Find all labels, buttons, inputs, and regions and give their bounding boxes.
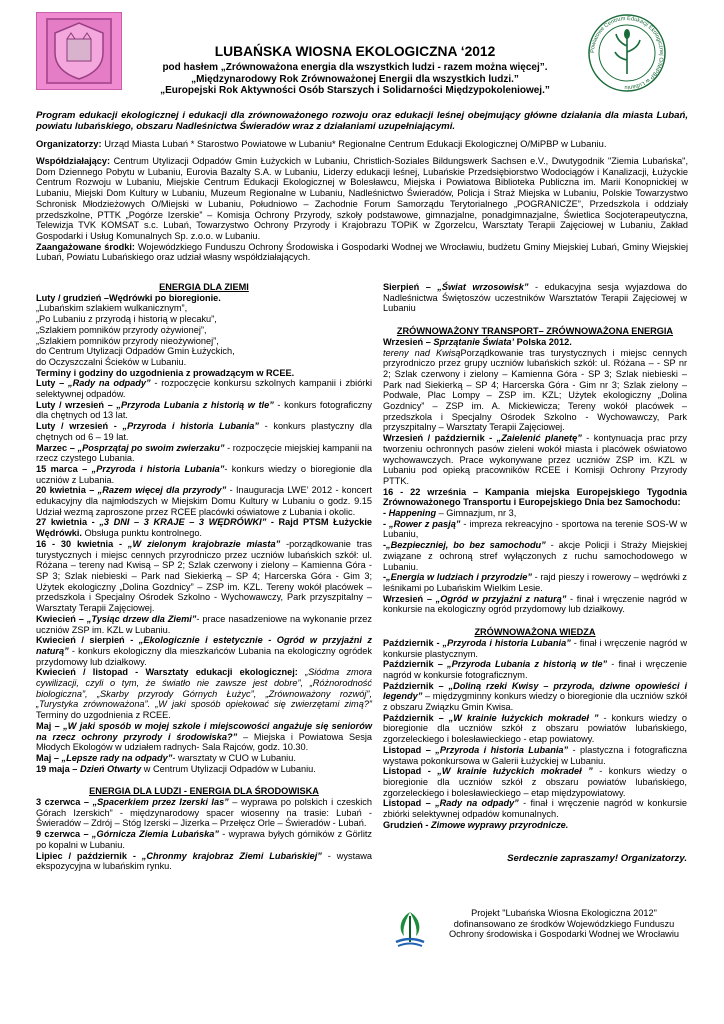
event-text: Sierpień – — [383, 282, 438, 292]
event-item — [36, 293, 372, 304]
event-text: „Szlakiem pomników przyrody ożywionej”, — [36, 324, 207, 335]
event-item — [383, 798, 687, 819]
event-text: w Centrum Utylizacji Odpadów w Lubaniu. — [141, 763, 316, 774]
event-text: „Tysiąc drzew dla Ziemi” — [86, 613, 197, 624]
event-text: 9 czerwca – — [36, 829, 92, 840]
event-text: - prace nasadzeniowe na wykonanie przez uczniów ZSP im. KZL w Lubaniu. — [36, 613, 372, 635]
event-list — [383, 638, 687, 831]
event-text: – wyprawa po polskich i czeskich Górach Izerskich” - międzynarodowy spacer wiosenny na trasie: Lubań - Świeradów – Zdrój – Stóg Izerski – Jizerka – Przełęcz Orle – Świeradów - Lubań. — [36, 797, 372, 829]
event-text: Terminy i godziny do uzgodnienia z prowadzącym w RCEE. — [36, 367, 295, 378]
event-text: Luty / wrzesień – — [36, 399, 117, 410]
event-text: „3 DNI – 3 KRAJE – 3 WĘDRÓWKI” — [99, 517, 267, 528]
event-text: Luty – — [36, 378, 69, 389]
event-item — [36, 325, 372, 336]
event-text: - Rajd PTSM Łużyckie Wędrówki. — [36, 517, 372, 539]
event-text: Listopad - — [383, 766, 438, 777]
event-text: -porządkowanie tras turystycznych i miejsc cennych przyrodniczo przez uczniów lubańskich szkół: ul. Różana – tereny nad Kwisą – SP 2; Szlak czerwony i zielony – Kamienna Góra - SP 3; Szlak niebieski – Park nad Siekierką – SP 4; Harcerska Góra - Gim 3; Użytek ekologiczny „Dolina Gozdnicy” – ZSP im. KZL. Tereny wokół placówek – przedszkola i Specjalny Ośrodek Szkolno - Wychowawczy, Park przyszpitalny – Warsztaty Terapii Zajęciowej. — [36, 538, 373, 614]
event-item — [36, 368, 372, 379]
event-item — [36, 614, 372, 635]
event-text: Terminy do uzgodnienia z RCEE. — [36, 710, 171, 721]
event-text: „Lepsze rady na odpady” — [61, 752, 173, 763]
event-text: - konkurs wiedzy o bioregionie dla uczniów szkół z obszaru powiatów lubańskiego, zgorzeleckiego i bolesławieckiego – etap międzypowiatowy. — [383, 766, 687, 798]
right-column — [383, 282, 687, 865]
event-text: „Lubańskim szlakiem wulkanicznym”, — [36, 303, 188, 314]
event-text: 16 - 22 września – Kampania miejska Europejskiego Tygodnia Zrównoważonego Transportu i Europejskiego Dnia bez Samochodu: — [383, 486, 687, 508]
event-list — [383, 282, 687, 314]
event-text: - plastyczna i fotograficzna wystawa pokonkursowa w Galerii Łużyckiej w Lubaniu. — [383, 744, 688, 766]
event-text: - rajd pieszy i rowerowy – wędrówki z leśnikami po Lubańskim Wielkim Lesie. — [383, 572, 687, 593]
subtitle-block — [120, 62, 590, 97]
funders-text: Wojewódzkiego Funduszu Ochrony Środowiska i Gospodarki Wodnej we Wrocławiu, budżetu Gminy Miejskiej Lubań, Gminy Wiejskiej Lubań, Powiatu Lubańskiego oraz udział własny współdziałających. — [36, 241, 688, 263]
event-list — [36, 293, 372, 775]
partners-label: Współdziałający: — [36, 156, 111, 166]
event-text: „Przyroda i historia Lubania” — [91, 463, 225, 474]
event-text: „Chronmy krajobraz Ziemi Lubańskiej” — [141, 850, 322, 861]
event-item — [383, 638, 687, 659]
section-heading: ENERGIA DLA LUDZI - ENERGIA DLA ŚRODOWISKA — [89, 786, 319, 797]
event-text: - kontynuacja prac przy tworzeniu ochronnych pasów zieleni wokół miasta i placówek oświatowo wychowawczych. Prace wykonywane przez uczniów ZSP im. KZL w Lubaniu pod opieką pracowników RCEE i Komisji Ochrony Przyrody PTTK. — [383, 433, 687, 486]
event-item — [36, 400, 372, 421]
event-item — [383, 487, 687, 508]
event-item — [36, 314, 372, 325]
event-text: „Ekologicznie i estetycznie - Ogród w przyjaźni z naturą” — [36, 635, 372, 656]
event-text: - impreza rekreacyjno - sportowa na terenie SOS-W w Lubaniu, — [383, 518, 687, 540]
event-text: „Przyroda i historia Lubania” — [122, 421, 259, 432]
event-text: „Przyroda i historia Lubania” — [442, 637, 571, 648]
event-text: 15 marca – — [36, 463, 92, 474]
event-text: „Zaielenić planetę” — [496, 433, 582, 444]
funders-label: Zaangażowane środki: — [36, 241, 135, 252]
event-item — [36, 378, 372, 399]
event-text: - SP nr 2; Szlak czerwony i zielony – Kamienna Góra - SP 3; Szlak niebieski – Park nad Siekierką – SP 4; Harcerska Góra - Gim nr 3; Szlak zielony – Podwale, Plac Lompy – ZSP im. KZL; Użytek ekologiczny „Dolina Gozdnicy” – ZSP im. A. Mickiewicza; Tereny wokół placówek – przedszkola i Specjalny Ośrodek Szkolno - Wychowawczy, Park przyszpitalny – Warsztaty Terapii Zajęciowej. — [383, 358, 687, 433]
event-text: do Oczyszczalni Ścieków w Lubaniu. — [36, 356, 187, 367]
event-list — [36, 797, 372, 872]
event-text: „Rady na odpady” — [68, 378, 151, 389]
event-item — [383, 337, 687, 348]
event-item — [36, 797, 372, 829]
event-item — [383, 659, 687, 680]
event-text: Październik – — [383, 659, 447, 670]
funding-footer: Projekt "Lubańska Wiosna Ekologiczna 2012" dofinansowano ze środków Wojewódzkiego Funduszu Ochrony środowiska i Gospodarki Wodnej we Wrocławiu — [449, 908, 679, 940]
event-item — [383, 681, 687, 713]
coat-of-arms-icon — [37, 13, 121, 89]
event-text: - akcje Policji i Straży Miejskiej związane z ochroną stref wyłączonych z ruchu samochodowego w Lubaniu. — [383, 540, 688, 572]
event-text: „Razem więcej dla przyrody” — [97, 485, 227, 496]
event-text: Październik – — [383, 680, 449, 691]
event-text: Wrzesień / październik - — [383, 433, 497, 444]
event-text: Marzec – — [36, 442, 78, 453]
event-text: - konkurs plastyczny dla chętnych od 6 – 19 lat. — [36, 421, 372, 442]
event-item — [36, 464, 372, 485]
partners-block — [36, 156, 688, 263]
event-item — [383, 508, 687, 519]
event-text: - finał i wręczenie nagród w konkursie fotograficznym. — [383, 659, 688, 680]
event-text: Lipiec / październik - — [36, 850, 142, 861]
partners-text: Centrum Utylizacji Odpadów Gmin Łużyckich w Lubaniu, Christlich-Soziales Bildungswerk Sachsen e.V., Dwutygodnik "Ziemia Lubańska", Dom Dziennego Pobytu w Lubaniu, Eurovia Bazalty S.A. w Lubaniu, Liderzy edukacji leśnej, Lubańskie Przedsiębiorstwo Wodociągów i Kanalizacji, Łużyckie Centrum Rozwoju w Lubaniu, Miejskie Centrum Edukacji Ekologicznej w Bolesławcu, Miejska i Powiatowa Biblioteka Publiczna im. Marii Konopnickiej w Lubaniu, Miejski Dom Kultury w Lubaniu, Muzeum Regionalne w Lubaniu, Nadleśnictwo Świeradów, Policja i Straż Miejska w Lubaniu, Polskie Towarzystwo Schronisk Młodzieżowych O/Miejski w Lubaniu, Południowo – Zachodnie Forum Samorządu Terytorialnego „POGRANICZE”, Przedszkola i oddziały przedszkolne, PTTK „Pogórze Izerskie” – Komisja Ochrony Przyrody, szkoły podstawowe, gimnazjalne, ponadgimnazjalne, Świetlica Socjoterapeutyczna, Telewizja TVK KOMSAT s.c. Lubań, Towarzystwo Ochrony Przyrody i Krajobrazu TOPiK w Zgorzelcu, Warsztaty Terapii Zajęciowej w Lubaniu, Zakład Gospodarki i Usług Komunalnych Sp. z.o.o. w Lubaniu. — [36, 156, 688, 241]
event-text: -„Bezpieczniej, bo bez samochodu” — [383, 540, 546, 551]
event-text: - „Rower z pasją” — [383, 518, 461, 529]
event-text: „Doliną rzeki Kwisy – przyroda, dziwne opowieści i legendy” — [383, 680, 687, 702]
event-text: Grudzień - — [383, 819, 431, 830]
organizers-line — [36, 139, 688, 150]
event-item — [36, 421, 372, 442]
event-item — [36, 336, 372, 347]
event-text: „Przyroda Lubania z historią w tle” — [116, 399, 274, 410]
event-text: Wrzesień – — [383, 336, 434, 347]
event-text: „Po Lubaniu z przyrodą i historią w plecaku”, — [36, 314, 217, 325]
event-text: „W zielonym krajobrazie miasta” — [127, 538, 281, 549]
event-item — [36, 517, 372, 538]
event-text: - finał i wręczenie nagród w konkursie plastycznym. — [383, 637, 688, 659]
subtitle-line: „Europejski Rok Aktywności Osób Starszych i Solidarności Międzypokoleniowej.” — [160, 85, 550, 97]
event-item — [36, 829, 372, 850]
event-text: – Miejska i Powiatowa Sesja Młodych Ekologów w udziałem radnych- Sala Rajców, godz. 10.30. — [36, 731, 372, 753]
event-text: Październik – — [383, 712, 449, 723]
event-item — [36, 443, 372, 464]
organizers-label: Organizatorzy: — [36, 138, 102, 149]
event-list — [383, 337, 687, 615]
event-text: - wystawa ekspozycyjna w lubańskim rynku. — [36, 850, 373, 872]
event-item — [36, 667, 372, 721]
section-heading: ZRÓWNOWAŻONA WIEDZA — [474, 627, 596, 638]
event-item — [383, 433, 687, 487]
section-heading: ENERGIA DLA ZIEMI — [159, 282, 249, 292]
event-text: Dzień Otwarty — [79, 763, 142, 774]
event-text: Maj – — [36, 720, 64, 731]
event-text: - Happening — [383, 508, 437, 519]
event-item — [36, 721, 372, 753]
event-item — [383, 348, 687, 434]
event-text: - Inauguracja LWE’ 2012 - koncert edukacyjny dla najmłodszych w Miejskim Domu Kultury w Lubaniu o godz. 9.15 Udział wezmą zaproszone przez RCEE placówki oświatowe z Lubania i okolic. — [36, 485, 372, 517]
event-text: Kwiecień – — [36, 613, 87, 624]
event-item — [383, 820, 687, 831]
event-text: - wyprawa byłych górników z Görlitz po kopalni w Lubaniu. — [36, 829, 373, 850]
event-item — [383, 282, 687, 314]
event-text: - warsztaty w CUO w Lubaniu. — [172, 752, 296, 763]
event-text: „Przyroda Lubania z historią w tle” — [446, 659, 608, 670]
event-text: – międzygminny konkurs wiedzy o bioregionie dla uczniów szkół z obszaru Związku Gmin Kwisa. — [383, 691, 687, 713]
event-item — [383, 572, 687, 593]
event-item — [36, 764, 372, 775]
event-text: Sprzątanie Świata’ — [433, 336, 515, 347]
event-text: „Górnicza Ziemia Lubańska” — [91, 829, 219, 840]
event-item — [36, 539, 372, 614]
event-text: „Przyroda i historia Lubania” — [435, 744, 569, 755]
event-item — [383, 766, 687, 798]
event-text: - finał i wręczenie nagród w konkursie na ekologiczny ogród przydomowy lub działkowy. — [383, 593, 688, 615]
wfosigw-logo — [392, 908, 428, 950]
event-text: Listopad – — [383, 798, 436, 809]
event-text: Listopad – — [383, 744, 436, 755]
tree-logo-icon — [392, 908, 428, 950]
event-text: „Ogród w przyjaźni z naturą” — [435, 593, 567, 604]
event-text: - finał i wręczenie nagród w konkursie zbiórki selektywnej odpadów komunalnych. — [383, 798, 687, 820]
event-text: - konkurs wiedzy o bioregionie dla uczniów z Lubania. — [36, 463, 372, 485]
seal-icon — [586, 12, 668, 94]
subtitle-line: „Międzynarodowy Rok Zrównoważonej Energii dla wszystkich ludzi.” — [191, 73, 519, 85]
left-column — [36, 282, 372, 872]
event-text: - edukacyjna sesja wyjazdowa do Nadleśnictwa Świętoszów uczestników Warsztatów Terapii Zajęciowej w Lubaniu — [383, 282, 687, 314]
event-text: Kwiecień / sierpień - — [36, 635, 139, 646]
event-text: -„Energia w ludziach i przyrodzie” — [383, 572, 532, 583]
event-text: tereny nad Kwisą — [383, 347, 461, 358]
event-text: „Spacerkiem przez Izerski las” — [92, 797, 229, 808]
event-text: „W jaki sposób w mojej szkole i miejscowości angażuje się seniorów na rzecz ochrony przyrody i środowiska?” — [36, 720, 372, 742]
event-item — [36, 635, 372, 667]
event-text: Luty / grudzień –Wędrówki po bioregionie. — [36, 292, 221, 303]
event-text: „Siódma zmora cywilizacji, czyli o tym, że światło nie zawsze jest dobre”, „Różnorodność biologiczna”, „Skarby przyrody Górnych Łużyc”, „Zrównoważony rozwój”, „Turystyka zrównoważona”. „W jaki sposób opiekować się zwierzętami zimą?” — [36, 667, 372, 710]
event-text: - konkurs ekologiczny dla mieszkańców Lubania na ekologiczny ogródek przydomowy lub działkowy. — [36, 645, 372, 667]
event-item — [383, 745, 687, 766]
event-text: Obsługa punktu kontrolnego. — [81, 528, 202, 539]
coat-of-arms-logo — [36, 12, 122, 90]
event-text: Wrzesień – — [383, 593, 436, 604]
event-text: 19 maja – — [36, 763, 80, 774]
event-item — [36, 851, 372, 872]
event-text: „W krainie łużyckich mokradeł ” — [448, 712, 599, 723]
event-text: Zimowe wyprawy przyrodnicze. — [430, 819, 569, 830]
page-title: LUBAŃSKA WIOSNA EKOLOGICZNA ‘2012 — [214, 44, 496, 59]
rcee-seal-logo — [586, 12, 668, 94]
event-text: Kwiecień / listopad - Warsztaty edukacji ekologicznej: — [36, 667, 306, 678]
event-item — [36, 485, 372, 517]
event-item — [36, 753, 372, 764]
section-heading: ZRÓWNOWAŻONY TRANSPORT– ZRÓWNOWAŻONA ENERGIA — [396, 326, 674, 337]
event-text: 20 kwietnia – — [36, 485, 98, 496]
event-item — [383, 519, 687, 540]
event-text: 3 czerwca – — [36, 797, 93, 808]
event-text: „Rady na odpady” — [435, 798, 519, 809]
event-text: „Posprzątaj po swoim zwierzaku” — [77, 442, 225, 453]
event-text: – Gimnazjum, nr 3, — [436, 508, 517, 519]
event-item — [383, 713, 687, 745]
event-item — [36, 357, 372, 368]
organizers-text: Urząd Miasta Lubań * Starostwo Powiatowe w Lubaniu* Regionalne Centrum Edukacji Ekologicznej O/MiPBP w Lubaniu. — [104, 138, 607, 149]
closing-invitation: Serdecznie zapraszamy! Organizatorzy. — [507, 853, 687, 865]
event-item — [36, 303, 372, 314]
event-text: Luty / wrzesień - — [36, 421, 123, 432]
event-item — [36, 346, 372, 357]
event-text: 27 kwietnia - — [36, 517, 100, 528]
event-text: - konkurs fotograficzny dla chętnych od 13 lat. — [36, 399, 372, 421]
program-intro: Program edukacji ekologicznej i edukacji dla zrównoważonego rozwoju oraz edukacji leśnej obejmujący główne działania dla miasta Lubań, powiatu lubańskiego, obszaru Nadleśnictwa Świeradów wraz z działaniami uzupełniającymi. — [36, 110, 688, 133]
event-text: Maj – — [36, 752, 62, 763]
event-text: Październik - — [383, 637, 443, 648]
event-item — [383, 594, 687, 615]
event-text: „W krainie łużyckich mokradeł ” — [437, 766, 593, 777]
event-text: Porządkowanie tras turystycznych i miejsc cennych przyrodniczo przez grupy uczniów lubańskich szkół: ul. Różana – — [383, 347, 687, 369]
event-text: 16 - 30 kwietnia - — [36, 538, 128, 549]
seal-ring-text: Powiatowe Centrum Edukacji Ekologicznej O/MiPBP w Lubaniu — [589, 15, 665, 91]
event-text: - rozpoczęcie miejskiej kampanii na rzecz czystego Lubania. — [36, 442, 372, 464]
event-text: „Świat wrzosowisk” — [437, 282, 529, 292]
event-item — [383, 540, 687, 572]
event-text: Polska 2012. — [514, 336, 572, 347]
event-text: - konkurs wiedzy o bioregionie dla uczniów szkół z obszaru powiatów lubańskiego, zgorzeleckiego i bolesławieckiego - etap powiatowy. — [383, 712, 687, 745]
event-text: - rozpoczęcie konkursu szkolnych kampanii i zbiórki selektywnej odpadów. — [36, 378, 372, 400]
subtitle-line: pod hasłem „Zrównoważona energia dla wszystkich ludzi - razem można więcej”. — [162, 62, 548, 73]
event-text: „Szlakiem pomników przyrody nieożywionej”, — [36, 335, 219, 346]
event-text: do Centrum Utylizacji Odpadów Gmin Łużyckich, — [36, 346, 235, 357]
